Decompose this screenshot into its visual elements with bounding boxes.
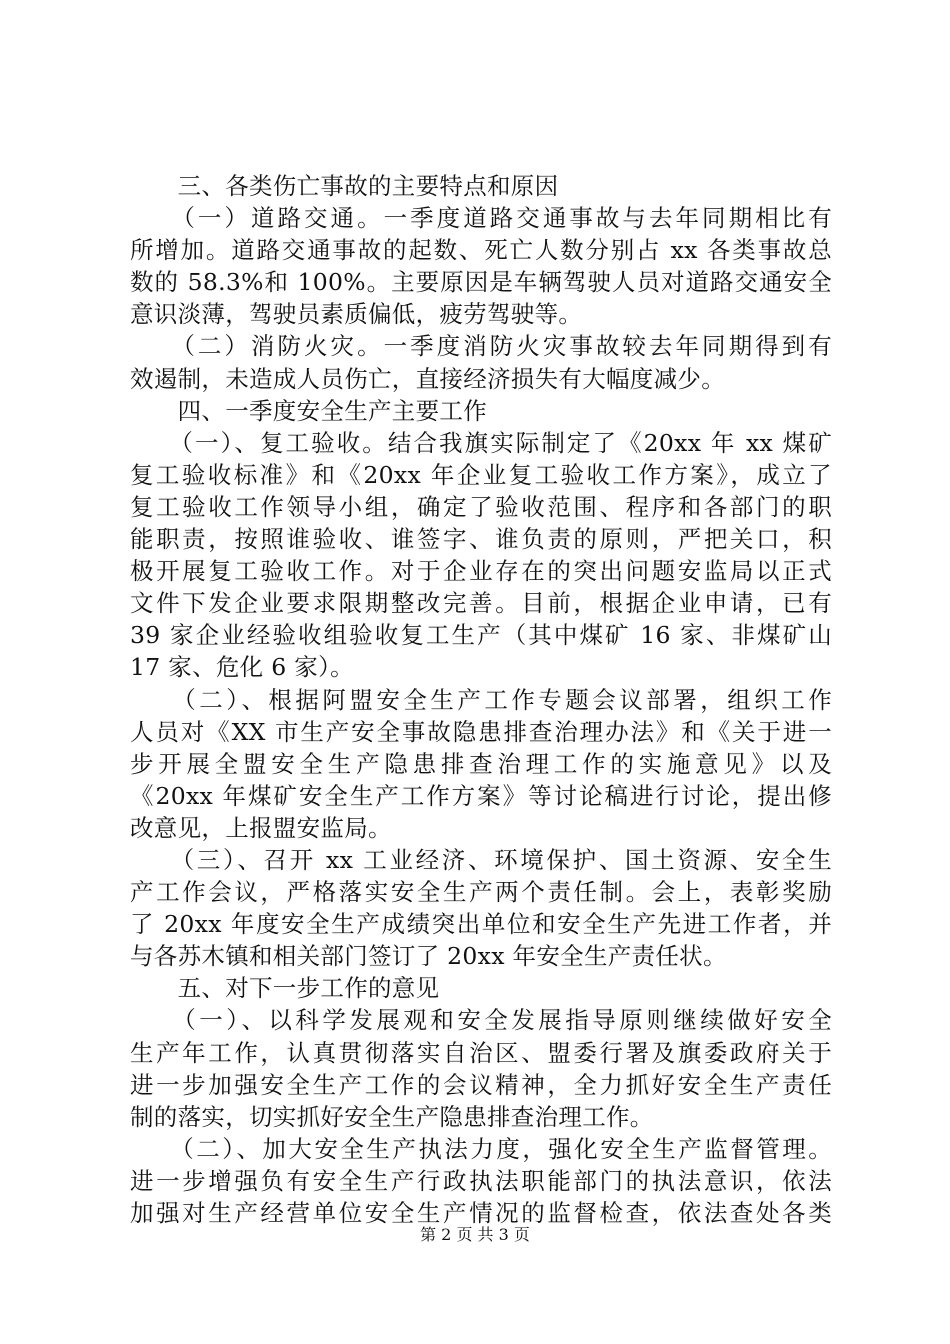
text-line: （一）、以科学发展观和安全发展指导原则继续做好安全 (130, 1006, 832, 1035)
text-line: 文件下发企业要求限期整改完善。目前，根据企业申请，已有 (130, 589, 832, 618)
text-line: 效遏制，未造成人员伤亡，直接经济损失有大幅度减少。 (130, 364, 725, 393)
text-line: 生产年工作，认真贯彻落实自治区、盟委行署及旗委政府关于 (130, 1038, 832, 1067)
text-line: （二）、根据阿盟安全生产工作专题会议部署，组织工作 (130, 685, 832, 714)
text-line: （二）消防火灾。一季度消防火灾事故较去年同期得到有 (130, 332, 832, 361)
document-body (130, 170, 832, 1229)
text-line: 四、一季度安全生产主要工作 (130, 396, 487, 425)
text-line: 加强对生产经营单位安全生产情况的监督检查，依法查处各类 (130, 1199, 832, 1227)
text-line: 《20xx 年煤矿安全生产工作方案》等讨论稿进行讨论，提出修 (130, 781, 832, 810)
text-line: 所增加。道路交通事故的起数、死亡人数分别占 xx 各类事故总 (130, 236, 832, 265)
text-line: 进一步加强安全生产工作的会议精神，全力抓好安全生产责任 (130, 1070, 832, 1099)
text-line: （一）、复工验收。结合我旗实际制定了《20xx 年 xx 煤矿 (130, 428, 832, 457)
text-line: 五、对下一步工作的意见 (130, 974, 440, 1003)
text-line: 了 20xx 年度安全生产成绩突出单位和安全生产先进工作者，并 (130, 910, 832, 939)
text-line: 17 家、危化 6 家）。 (130, 653, 354, 682)
text-line: 步开展全盟安全生产隐患排查治理工作的实施意见》以及 (130, 749, 832, 778)
text-line: （二）、加大安全生产执法力度，强化安全生产监督管理。 (130, 1134, 832, 1163)
text-line: 复工验收工作领导小组，确定了验收范围、程序和各部门的职 (130, 492, 832, 521)
text-line: 改意见，上报盟安监局。 (130, 813, 392, 842)
text-line: 三、各类伤亡事故的主要特点和原因 (130, 172, 559, 200)
text-line: 复工验收标准》和《20xx 年企业复工验收工作方案》，成立了 (130, 460, 832, 489)
text-line: （一）道路交通。一季度道路交通事故与去年同期相比有 (130, 204, 832, 233)
text-line: 制的落实，切实抓好安全生产隐患排查治理工作。 (130, 1102, 654, 1131)
text-line: 数的 58.3%和 100%。主要原因是车辆驾驶人员对道路交通安全 (130, 268, 832, 297)
text-line: 人员对《XX 市生产安全事故隐患排查治理办法》和《关于进一 (130, 717, 832, 746)
text-line: 意识淡薄，驾驶员素质偏低，疲劳驾驶等。 (130, 300, 583, 329)
text-line: （三）、召开 xx 工业经济、环境保护、国土资源、安全生 (130, 845, 832, 874)
page-footer: 第 2 页 共 3 页 (420, 1225, 530, 1244)
text-line: 极开展复工验收工作。对于企业存在的突出问题安监局以正式 (130, 557, 832, 586)
text-line: 能职责，按照谁验收、谁签字、谁负责的原则，严把关口，积 (130, 525, 832, 554)
text-line: 产工作会议，严格落实安全生产两个责任制。会上，表彰奖励 (130, 878, 832, 907)
text-line: 与各苏木镇和相关部门签订了 20xx 年安全生产责任状。 (130, 942, 727, 971)
text-line: 39 家企业经验收组验收复工生产（其中煤矿 16 家、非煤矿山 (130, 621, 832, 650)
text-line: 进一步增强负有安全生产行政执法职能部门的执法意识，依法 (130, 1166, 832, 1195)
